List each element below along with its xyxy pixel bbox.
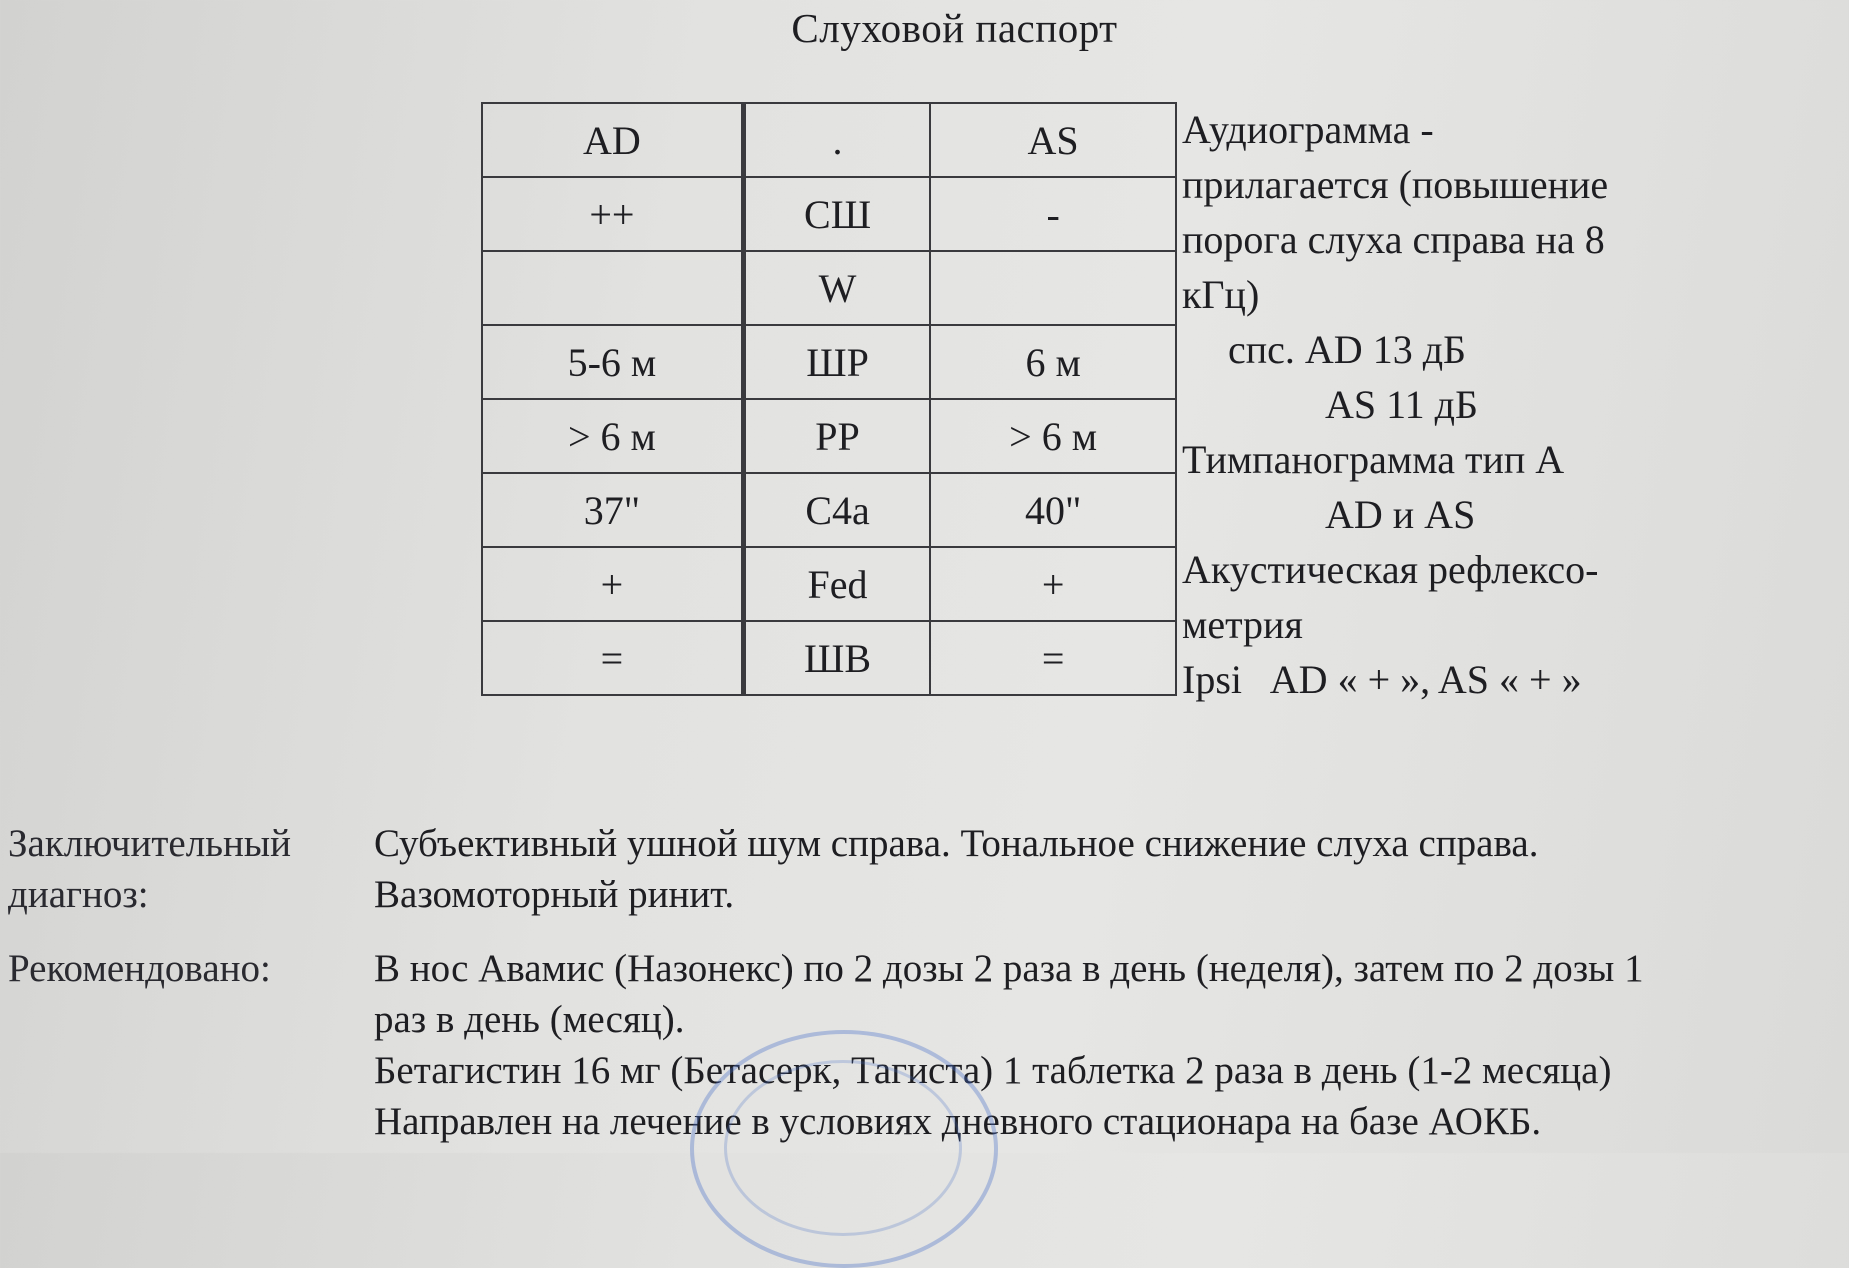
- note-line: метрия: [1182, 602, 1303, 647]
- table-row: [481, 472, 1177, 546]
- hearing-passport-table: [481, 102, 1177, 696]
- table-cell-right-ear: AD: [481, 102, 744, 176]
- diagnosis-text: [374, 818, 1844, 920]
- diagnosis-label-line: диагноз:: [8, 873, 149, 916]
- table-cell-test: ШВ: [744, 620, 929, 696]
- table-cell-test: Fed: [744, 546, 929, 620]
- table-row: [481, 102, 1177, 176]
- table-cell-right-ear: 37": [481, 472, 744, 546]
- table-cell-left-ear: +: [929, 546, 1177, 620]
- table-cell-test: РР: [744, 398, 929, 472]
- table-cell-test: СШ: [744, 176, 929, 250]
- table-cell-left-ear: AS: [929, 102, 1177, 176]
- note-line: Аудиограмма -: [1182, 107, 1434, 152]
- table-cell-test: W: [744, 250, 929, 324]
- table-cell-left-ear: 6 м: [929, 324, 1177, 398]
- note-line: Акустическая рефлексо-: [1182, 547, 1599, 592]
- table-cell-left-ear: > 6 м: [929, 398, 1177, 472]
- table-cell-test: С4а: [744, 472, 929, 546]
- table-row: [481, 398, 1177, 472]
- table-cell-right-ear: [481, 250, 744, 324]
- table-cell-right-ear: =: [481, 620, 744, 696]
- table-cell-right-ear: +: [481, 546, 744, 620]
- table-row: [481, 250, 1177, 324]
- table-row: [481, 620, 1177, 696]
- note-line: Тимпанограмма тип А: [1182, 437, 1565, 482]
- table-cell-test: .: [744, 102, 929, 176]
- table-cell-right-ear: 5-6 м: [481, 324, 744, 398]
- table-cell-left-ear: -: [929, 176, 1177, 250]
- table-cell-left-ear: =: [929, 620, 1177, 696]
- note-line: спс. AD 13 дБ: [1228, 327, 1467, 372]
- recommendation-line: Направлен на лечение в условиях дневного стационара на базе АОКБ.: [374, 1100, 1542, 1143]
- note-line: прилагается (повышение: [1182, 162, 1609, 207]
- note-line: AD и AS: [1325, 492, 1476, 537]
- audiometry-notes: [1182, 102, 1842, 707]
- recommendation-line: В нос Авамис (Назонекс) по 2 дозы 2 раза в день (неделя), затем по 2 дозы 1: [374, 947, 1644, 990]
- recommendation-line: Бетагистин 16 мг (Бетасерк, Тагиста) 1 таблетка 2 раза в день (1-2 месяца): [374, 1049, 1612, 1092]
- note-line: порога слуха справа на 8: [1182, 217, 1605, 262]
- diagnosis-label-line: Заключительный: [8, 822, 291, 865]
- page-title: Слуховой паспорт: [791, 5, 1118, 51]
- diagnosis-label: [8, 818, 368, 920]
- recommended-label: Рекомендовано:: [8, 947, 271, 990]
- diagnosis-line: Субъективный ушной шум справа. Тональное снижение слуха справа.: [374, 822, 1539, 865]
- table-cell-test: ШР: [744, 324, 929, 398]
- table-cell-right-ear: ++: [481, 176, 744, 250]
- recommendations-text: [374, 943, 1844, 1147]
- note-line: Ipsi AD « + », AS « + »: [1182, 657, 1582, 702]
- note-line: кГц): [1182, 272, 1260, 317]
- recommendation-line: раз в день (месяц).: [374, 998, 685, 1041]
- table-cell-right-ear: > 6 м: [481, 398, 744, 472]
- table-row: [481, 324, 1177, 398]
- note-line: AS 11 дБ: [1325, 382, 1478, 427]
- table-cell-left-ear: [929, 250, 1177, 324]
- table-cell-left-ear: 40": [929, 472, 1177, 546]
- diagnosis-line: Вазомоторный ринит.: [374, 873, 735, 916]
- table-row: [481, 176, 1177, 250]
- table-row: [481, 546, 1177, 620]
